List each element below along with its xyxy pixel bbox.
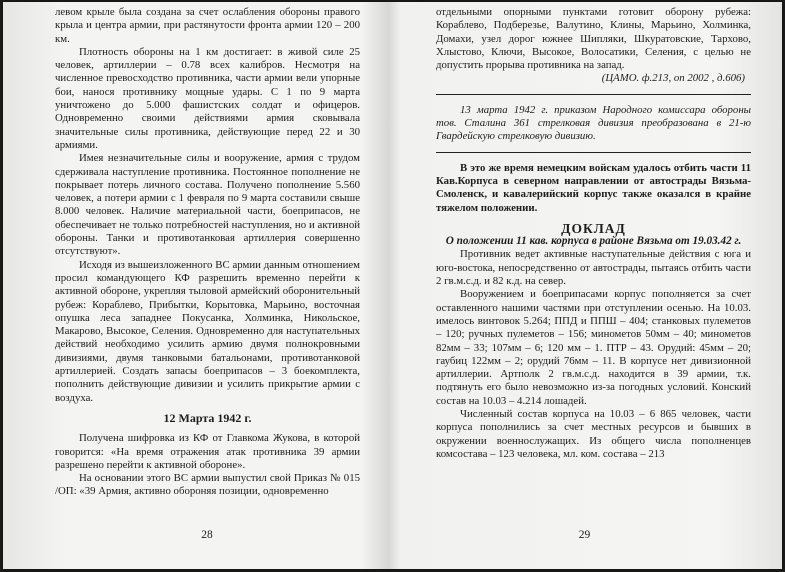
right-page — [395, 2, 782, 569]
paragraph: На основании этого ВС армии выпустил свой Приказ № 015 /ОП: «39 Армия, активно обороняя позиции, одновременно — [55, 472, 360, 498]
right-page-number: 29 — [578, 529, 591, 541]
paragraph: Вооружением и боеприпасами корпус пополняется за счет оставленного нашими частями при отступлении осенью. На 10.03. имелось винтовок 5.264; ППД и ППШ – 404; станковых пулеметов – 120; ручных пулеметов – 156; минометов 50мм – 40; минометов 82мм – 33; 107мм – 6; 120 мм – 1. ПТР – 43. Орудий: 45мм – 20; гаубиц 122мм – 2; орудий 76мм – 11. В корпусе нет дивизионной артиллерии. Артполк 2 гв.м.с.д. находится в 39 армии, т.к. подтянуть его было невозможно из-за погодных условий. Конский состав на 10.03 – 4.214 лошадей. — [436, 288, 751, 407]
section-divider — [436, 152, 751, 153]
left-page — [3, 2, 395, 569]
section-heading: 12 Марта 1942 г. — [163, 410, 252, 425]
right-page-text — [436, 6, 751, 461]
paragraph: Противник ведет активные наступательные действия с юга и юго-востока, непосредственно от автострады, пытаясь отбить части 2 гв.м.с.д. и 82 к.д. на север. — [436, 248, 751, 288]
paragraph: 13 марта 1942 г. приказом Народного комиссара обороны тов. Сталина 361 стрелковая дивизия преобразована в 21-ю Гвардейскую стрелковую дивизию. — [436, 103, 751, 143]
left-page-text — [55, 6, 360, 499]
paragraph: Исходя из вышеизложенного ВС армии данным отношением просил командующего КФ разрешить временно перейти к активной обороне, укрепляя тыловой армейский оборонительный рубеж: Кораблево, Прибытки, Корытовка, Марьино, восточная опушка леса западнее Покусанка, Холминка, Никольское, Макарово, Высокое, Селения. Одновременно для наступательных действий необходимо усилить армию двумя полнокровными дивизиями, двумя танковыми батальонами, противотанковой артиллерией. Создать запасы боеприпасов – 3 боекомплекта, пополнить действующие дивизии и усилить прикрытие армии с воздуха. — [55, 258, 360, 404]
paragraph: Плотность обороны на 1 км достигает: в живой силе 25 человек, артиллерии – 0.78 всех калибров. Несмотря на численное превосходство противника, части армии вели упорные бои, нанося противнику мощные удары. С 1 по 9 марта уничтожено до 5.000 фашистских солдат и офицеров. Одновременно своими действиями армия сковывала значительные силы противника, действующие перед 22 и 30 армиями. — [55, 45, 360, 151]
paragraph: отдельными опорными пунктами готовит оборону рубежа: Кораблево, Подберезье, Валутино, Клины, Марьино, Холминка, Домахи, узел дорог южнее Шипляки, Шкуратовские, Тархово, Хлыстово, Ключи, Высокое, Волосатики, Селения, с целью не допустить прорыва противника на запад. — [436, 6, 751, 72]
document-title: ДОКЛАД — [561, 220, 626, 236]
archive-citation: (ЦАМО. ф.213, оп 2002 , д.606) — [601, 72, 745, 85]
document-subtitle: О положении 11 кав. корпуса в районе Вязьма от 19.03.42 г. — [445, 235, 742, 248]
section-divider — [436, 94, 751, 95]
paragraph: Получена шифровка из КФ от Главкома Жукова, в которой говорится: «На время отражения атак противника 39 армии разрешено перейти к активной обороне». — [55, 432, 360, 471]
paragraph: В это же время немецким войскам удалось отбить части 11 Кав.Корпуса в северном направлении от автострады Вязьма-Смоленск, и кавалерийский корпус также оказался в крайне тяжелом положении. — [436, 161, 751, 214]
paragraph: Численный состав корпуса на 10.03 – 6 865 человек, части корпуса пополнились за счет местных ресурсов и бывших в окружении военнослужащих. Из общего числа пополненцев комсостава – 123 человека, мл. ком. состава – 213 — [436, 408, 751, 460]
paragraph: левом крыле была создана за счет ослабления обороны правого крыла и центра армии, при растянутости фронта армии 120 – 200 км. — [55, 6, 360, 45]
left-page-number: 28 — [201, 529, 213, 541]
book-spread — [3, 2, 782, 569]
paragraph: Имея незначительные силы и вооружение, армия с трудом сдерживала наступление противника. Постоянное пополнение не покрывает потерь личного состава. Получено пополнение 5.560 человек, а потери армии с 1 февраля по 9 марта составили свыше 8.000 человек. Наличие материальной части, боеприпасов, не обеспечивает не только потребностей наступления, но и активной обороны. Танки и противотанковая артиллерия совершенно отсутствуют». — [55, 152, 360, 258]
